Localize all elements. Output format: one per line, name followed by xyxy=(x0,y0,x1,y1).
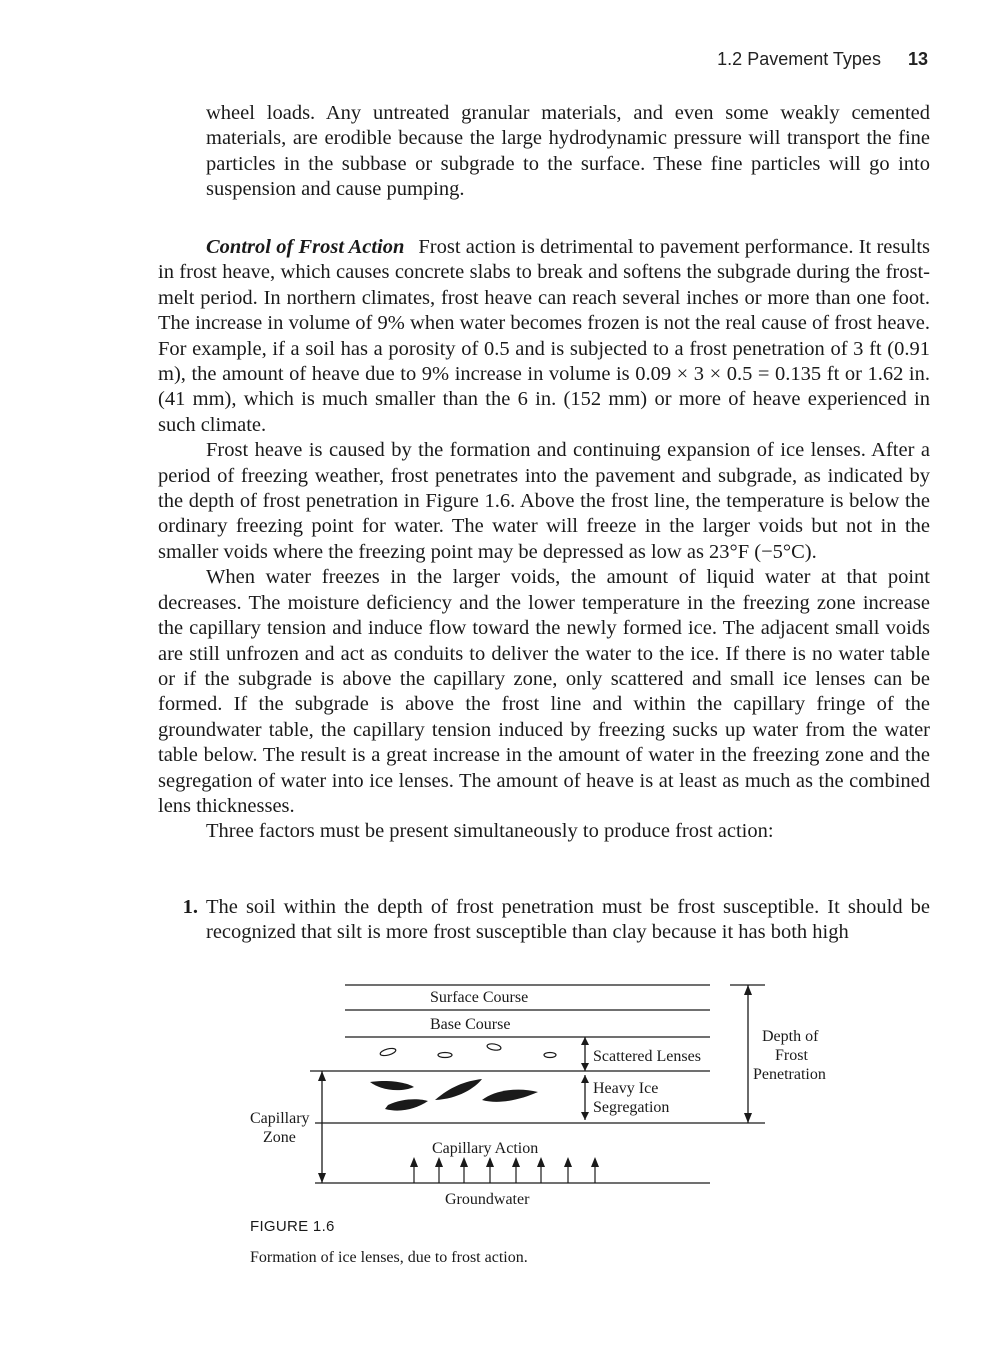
list-item-text: The soil within the depth of frost penetration must be frost susceptible. It should be recognized that silt is more frost susceptible than clay because it has both high xyxy=(206,896,930,944)
page-header xyxy=(717,49,928,70)
heavy-ice-lenses xyxy=(370,1079,538,1111)
body-text xyxy=(158,235,930,845)
run-in-heading: Control of Frost Action xyxy=(206,236,405,258)
figure-caption-label: FIGURE 1.6 xyxy=(250,1218,335,1235)
figure-ice-lenses xyxy=(240,975,860,1215)
list-item-number: 1. xyxy=(182,896,198,918)
paragraph-continued xyxy=(158,101,930,203)
paragraph-3: Frost heave is caused by the formation and continuing expansion of ice lenses. After a period of freezing weather, frost penetrates into the pavement and subgrade, as indicated by the depth of frost penetration in Figure 1.6. Above the frost line, the temperature is below the ordinary freezing point for water. The water will freeze in the larger voids but not in the smaller voids where the freezing point may be depressed as low as 23°F (−5°C). xyxy=(158,439,930,563)
frost-depth-label-line-1: Depth of xyxy=(762,1028,819,1045)
paragraph-5: Three factors must be present simultaneously to produce frost action: xyxy=(206,820,774,843)
groundwater-label: Groundwater xyxy=(445,1191,530,1208)
page-number: 13 xyxy=(907,49,928,69)
paragraph-2 xyxy=(158,235,930,438)
frost-depth-label-line-2: Frost xyxy=(775,1047,808,1064)
surface-course-label: Surface Course xyxy=(430,989,529,1006)
paragraph-1: wheel loads. Any untreated granular materials, and even some weakly cemented materials, are erodible because the large hydrodynamic pressure will transport the fine particles in the subbase or subgrade to the surface. These fine particles will go into suspension and cause pumping. xyxy=(206,102,930,201)
capillary-zone-label-line-2: Zone xyxy=(263,1129,296,1146)
running-section-title: 1.2 Pavement Types xyxy=(717,49,881,69)
frost-depth-label-line-3: Penetration xyxy=(753,1066,826,1083)
scattered-lenses xyxy=(379,1043,556,1058)
paragraph-2-text: Frost action is detrimental to pavement performance. It results in frost heave, which causes concrete slabs to break and softens the subgrade during the frost-melt period. In northern climates, frost heave can reach several inches or more than one foot. The increase in volume of 9% when water becomes frozen is not the real cause of frost heave. For example, if a soil has a porosity of 0.5 and is subjected to a frost penetration of 3 ft (0.91 m), the amount of heave due to 9% increase in volume is 0.09 × 3 × 0.5 = 0.135 ft or 1.62 in. (41 mm), which is much smaller than the 6 in. (152 mm) or more of heave experienced in such climate. xyxy=(158,236,930,436)
numbered-list xyxy=(158,895,930,946)
paragraph-4: When water freezes in the larger voids, the amount of liquid water at that point decreases. The moisture deficiency and the lower temperature in the freezing zone increase the capillary tension and induce flow toward the newly formed ice. The adjacent small voids are still unfrozen and act as conduits to deliver the water to the ice. If there is no water table or if the subgrade is above the capillary zone, only scattered and small ice lenses can be formed. If the subgrade is above the frost line and within the capillary fringe of the groundwater table, the capillary tension induced by freezing sucks up water from the water table below. The result is a great increase in the amount of water in the freezing zone and the segregation of water into ice lenses. The amount of heave is at least as much as the combined lens thicknesses. xyxy=(158,566,930,817)
heavy-ice-label-line-2: Segregation xyxy=(593,1099,670,1116)
scattered-lenses-label: Scattered Lenses xyxy=(593,1048,701,1065)
list-item xyxy=(158,895,930,946)
base-course-label: Base Course xyxy=(430,1016,511,1033)
frost-diagram xyxy=(240,975,860,1215)
figure-caption-text: Formation of ice lenses, due to frost action. xyxy=(250,1249,528,1266)
heavy-ice-label-line-1: Heavy Ice xyxy=(593,1080,659,1097)
capillary-zone-label-line-1: Capillary xyxy=(250,1110,310,1127)
capillary-action-label: Capillary Action xyxy=(432,1140,539,1157)
